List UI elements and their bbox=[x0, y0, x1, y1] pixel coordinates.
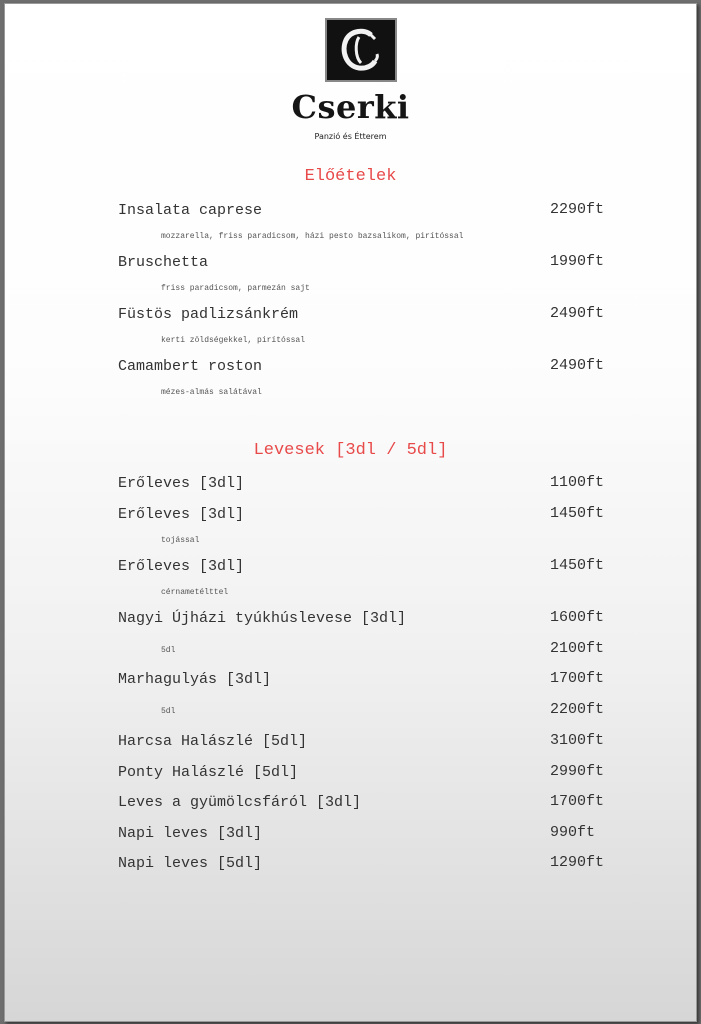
menu-item-price: 3100ft bbox=[550, 732, 605, 749]
menu-item-name: Napi leves [3dl] bbox=[118, 825, 263, 842]
section-heading-soups: Levesek [3dl / 5dl] bbox=[253, 441, 448, 460]
menu-item-name: Marhagulyás [3dl] bbox=[118, 671, 272, 688]
menu-item-description: mézes-almás salátával bbox=[161, 388, 262, 397]
menu-item-price: 1600ft bbox=[550, 609, 605, 626]
menu-item bbox=[118, 505, 618, 523]
menu-item bbox=[118, 732, 618, 750]
menu-item-price: 1450ft bbox=[550, 505, 605, 522]
menu-item bbox=[118, 357, 618, 375]
menu-item bbox=[118, 854, 618, 872]
menu-item-price: 1700ft bbox=[550, 670, 605, 687]
menu-item-variant-price: 2200ft bbox=[550, 701, 605, 718]
menu-item-price: 2490ft bbox=[550, 357, 605, 374]
logo bbox=[325, 18, 397, 82]
section-heading-starters: Előételek bbox=[304, 167, 397, 186]
menu-item bbox=[118, 253, 618, 271]
menu-item-name: Füstös padlizsánkrém bbox=[118, 306, 299, 323]
menu-item-description: mozzarella, friss paradicsom, házi pesto bazsalikom, pirítóssal bbox=[161, 232, 464, 241]
menu-item-price: 1450ft bbox=[550, 557, 605, 574]
menu-item-name: Erőleves [3dl] bbox=[118, 475, 245, 492]
menu-item bbox=[118, 670, 618, 688]
menu-item-description: friss paradicsom, parmezán sajt bbox=[161, 284, 310, 293]
menu-item-price: 1100ft bbox=[550, 474, 605, 491]
menu-item bbox=[118, 557, 618, 575]
menu-item-description: 5dl bbox=[161, 646, 176, 655]
menu-item bbox=[118, 305, 618, 323]
menu-item-price: 990ft bbox=[550, 824, 596, 841]
logo-monogram-icon bbox=[331, 23, 391, 77]
menu-page bbox=[4, 3, 697, 1022]
menu-item bbox=[118, 793, 618, 811]
menu-item-name: Bruschetta bbox=[118, 254, 209, 271]
menu-item bbox=[118, 201, 618, 219]
menu-item bbox=[118, 824, 618, 842]
menu-item-price: 2990ft bbox=[550, 763, 605, 780]
menu-item-name: Napi leves [5dl] bbox=[118, 855, 263, 872]
menu-item-price: 2290ft bbox=[550, 201, 605, 218]
menu-item-name: Ponty Halászlé [5dl] bbox=[118, 764, 299, 781]
menu-item-variant-price: 2100ft bbox=[550, 640, 605, 657]
restaurant-name: Cserki bbox=[291, 88, 410, 126]
menu-item bbox=[118, 474, 618, 492]
menu-item-price: 1700ft bbox=[550, 793, 605, 810]
menu-item-description: tojással bbox=[161, 536, 200, 545]
restaurant-tagline: Panzió és Étterem bbox=[314, 132, 387, 141]
menu-item-name: Camambert roston bbox=[118, 358, 263, 375]
menu-item-price: 1290ft bbox=[550, 854, 605, 871]
menu-item-name: Harcsa Halászlé [5dl] bbox=[118, 733, 308, 750]
menu-item-name: Insalata caprese bbox=[118, 202, 263, 219]
menu-item-description: 5dl bbox=[161, 707, 176, 716]
menu-item bbox=[118, 609, 618, 627]
menu-item-name: Erőleves [3dl] bbox=[118, 506, 245, 523]
menu-item-price: 1990ft bbox=[550, 253, 605, 270]
menu-item-name: Nagyi Újházi tyúkhúslevese [3dl] bbox=[118, 610, 407, 627]
menu-item bbox=[118, 763, 618, 781]
menu-item-name: Leves a gyümölcsfáról [3dl] bbox=[118, 794, 362, 811]
menu-item-name: Erőleves [3dl] bbox=[118, 558, 245, 575]
menu-item-description: cérnametélttel bbox=[161, 588, 229, 597]
menu-item-description: kerti zöldségekkel, pirítóssal bbox=[161, 336, 306, 345]
menu-item-price: 2490ft bbox=[550, 305, 605, 322]
